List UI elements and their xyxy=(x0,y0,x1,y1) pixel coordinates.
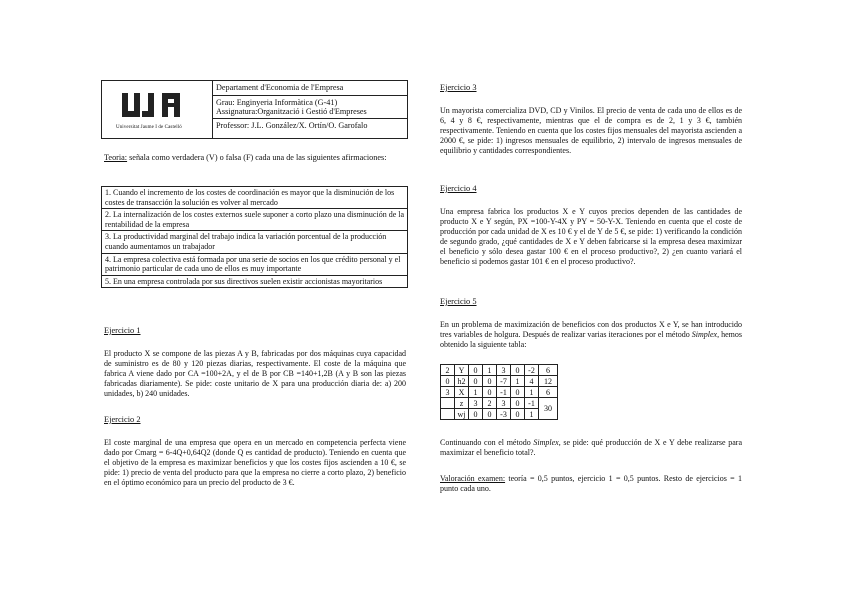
table-cell: -1 xyxy=(497,387,511,398)
exercise-4-text: Una empresa fabrica los productos X e Y cuyos precios dependen de las cantidades de producto X e Y según, PX =100-Y-4X y PY = 50-Y-X. Teniendo en cuenta que el coste de producción por cada unidad de X es 10 € y el de Y de 5 €, se pide: 1) verificando la condición de segundo grado, ¿qué cantidades de X e Y deben fabricarse si la empresa desea maximizar el beneficio y sólo desea gastar 100 € en el proceso productivo?, 2) ¿en cuanto variará el beneficio si podemos gastar 101 € en el proceso productivo?. xyxy=(440,207,742,266)
table-cell xyxy=(441,398,455,409)
table-cell: 0 xyxy=(511,365,525,376)
department-label: Departament d'Economia de l'Empresa xyxy=(213,81,407,96)
statement-2: 2. La internalización de los costes externos suele suponer a corto plazo una disminución de la rentabilidad de la empresa xyxy=(102,209,407,231)
table-cell: 3 xyxy=(441,387,455,398)
exercise-3-text: Un mayorista comercializa DVD, CD y Vinilos. El precio de venta de cada uno de ellos es de 6, 4 y 8 €, respectivamente, mientras que el de compra es de 2, 1 y 3 €, también respectivamente. Teniendo en cuenta que los costes fijos mensuales del mayorista ascienden a 2000 €, se pide: 1) ingresos mensuales de equilibrio, 2) intervalo de ingresos mensuales de equilibrio y cantidades correspondientes. xyxy=(440,106,742,155)
table-cell: h2 xyxy=(455,376,469,387)
subject-label: Assignatura:Organització i Gestió d'Empreses xyxy=(216,106,367,116)
table-cell: 0 xyxy=(483,376,497,387)
table-cell: 3 xyxy=(469,398,483,409)
table-cell: -3 xyxy=(497,409,511,420)
exercise-3-title: Ejercicio 3 xyxy=(440,83,477,92)
table-cell: 6 xyxy=(539,387,558,398)
exam-header xyxy=(101,80,408,139)
table-row xyxy=(441,387,558,398)
continue-before: Continuando con el método xyxy=(440,438,534,447)
table-cell: 0 xyxy=(469,376,483,387)
exercise-5-text xyxy=(440,320,742,350)
grading-text: teoría = 0,5 puntos, ejercicio 1 = 0,5 puntos. Resto de ejercicios = 1 punto cada uno. xyxy=(440,474,743,493)
simplex-word: Simplex xyxy=(691,330,718,339)
table-cell: 12 xyxy=(539,376,558,387)
statement-3: 3. La productividad marginal del trabajo indica la variación porcentual de la producción cuando aumentamos un trabajador xyxy=(102,231,407,253)
table-cell: -2 xyxy=(525,365,539,376)
table-row xyxy=(441,365,558,376)
header-info xyxy=(213,81,407,138)
degree-label: Grau: Enginyeria Informàtica (G-41) xyxy=(216,97,338,107)
table-cell: 0 xyxy=(469,409,483,420)
table-cell: 1 xyxy=(483,365,497,376)
table-cell: Y xyxy=(455,365,469,376)
grading-label: Valoración examen: xyxy=(440,474,506,483)
exercise-4-title: Ejercicio 4 xyxy=(440,184,477,193)
table-cell: -7 xyxy=(497,376,511,387)
teachers-label: Professor: J.L. González/X. Ortín/O. Garofalo xyxy=(216,120,368,130)
table-cell: 1 xyxy=(525,409,539,420)
table-cell: -1 xyxy=(525,398,539,409)
exercise-5-text-after: , hemos obtenido la siguiente tabla: xyxy=(440,330,743,349)
table-cell: 2 xyxy=(441,365,455,376)
table-cell: 0 xyxy=(441,376,455,387)
theory-statements xyxy=(101,186,408,288)
exercise-5-text-before: En un problema de maximización de beneficios con dos productos X e Y, se han introducido tres variables de holgura. Después de realizar varias iteraciones por el método xyxy=(440,320,742,339)
uji-logo-icon xyxy=(118,89,196,123)
exercise-2-text: El coste marginal de una empresa que opera en un mercado en competencia perfecta viene dado por Cmarg = 6-4Q+0,64Q2 (donde Q es cantidad de producto). Teniendo en cuenta que el objetivo de la empresa es maximizar beneficios y que los costes fijos ascienden a 10 €, se pide: 1) precio de venta del producto para que la empresa no cierre a corto plazo, 2) beneficio en el óptimo económico para un precio del producto de 3 €. xyxy=(104,438,406,487)
exercise-5-title: Ejercicio 5 xyxy=(440,297,477,306)
degree-subject xyxy=(213,96,407,119)
exam-grading xyxy=(440,474,742,494)
continue-simplex-word: Simplex xyxy=(533,438,559,447)
table-cell: 0 xyxy=(483,387,497,398)
table-cell: 1 xyxy=(511,376,525,387)
table-cell: X xyxy=(455,387,469,398)
statement-1: 1. Cuando el incremento de los costes de coordinación es mayor que la disminución de los costes de transacción la solución es volver al mercado xyxy=(102,187,407,209)
theory-intro xyxy=(104,153,406,163)
table-row xyxy=(441,376,558,387)
table-cell xyxy=(441,409,455,420)
table-cell: 3 xyxy=(497,365,511,376)
objective-value-cell: 30 xyxy=(539,398,558,420)
table-cell: 0 xyxy=(469,365,483,376)
theory-instructions: señala como verdadera (V) o falsa (F) cada una de las siguientes afirmaciones: xyxy=(127,153,387,162)
table-cell: 4 xyxy=(525,376,539,387)
table-cell: 0 xyxy=(483,409,497,420)
exercise-1-title: Ejercicio 1 xyxy=(104,326,141,335)
exercise-5-question xyxy=(440,438,742,458)
continue-after: , se pide: qué producción de X e Y debe realizarse para maximizar el beneficio total?. xyxy=(440,438,742,457)
table-cell: 0 xyxy=(511,398,525,409)
table-cell: 0 xyxy=(511,387,525,398)
table-cell: 3 xyxy=(497,398,511,409)
table-cell: 0 xyxy=(511,409,525,420)
university-logo xyxy=(102,81,213,138)
logo-caption: Universitat Jaume I de Castelló xyxy=(116,125,182,130)
table-cell: 2 xyxy=(483,398,497,409)
statement-5: 5. En una empresa controlada por sus directivos suelen existir accionistas mayoritarios xyxy=(105,276,383,286)
table-cell: z xyxy=(455,398,469,409)
exercise-1-text: El producto X se compone de las piezas A y B, fabricadas por dos máquinas cuya capacidad de suministro es de 80 y 120 piezas diarias, respectivamente. El coste de la máquina que fabrica A viene dado por CA =100+2A, y el de B por CB =140+1,2B (A y B son las piezas fabricadas diariamente). Se pide: coste unitario de X para una producción diaria de: a) 200 unidades, b) 240 unidades. xyxy=(104,349,406,398)
table-row xyxy=(441,398,558,409)
table-cell: 6 xyxy=(539,365,558,376)
table-cell: wj xyxy=(455,409,469,420)
simplex-table xyxy=(440,364,558,420)
table-cell: 1 xyxy=(469,387,483,398)
exercise-2-title: Ejercicio 2 xyxy=(104,415,141,424)
theory-label: Teoria: xyxy=(104,153,128,162)
statement-4: 4. La empresa colectiva está formada por una serie de socios en los que crédito personal y el patrimonio particular de cada uno de ellos es muy importante xyxy=(102,254,407,276)
table-cell: 1 xyxy=(525,387,539,398)
